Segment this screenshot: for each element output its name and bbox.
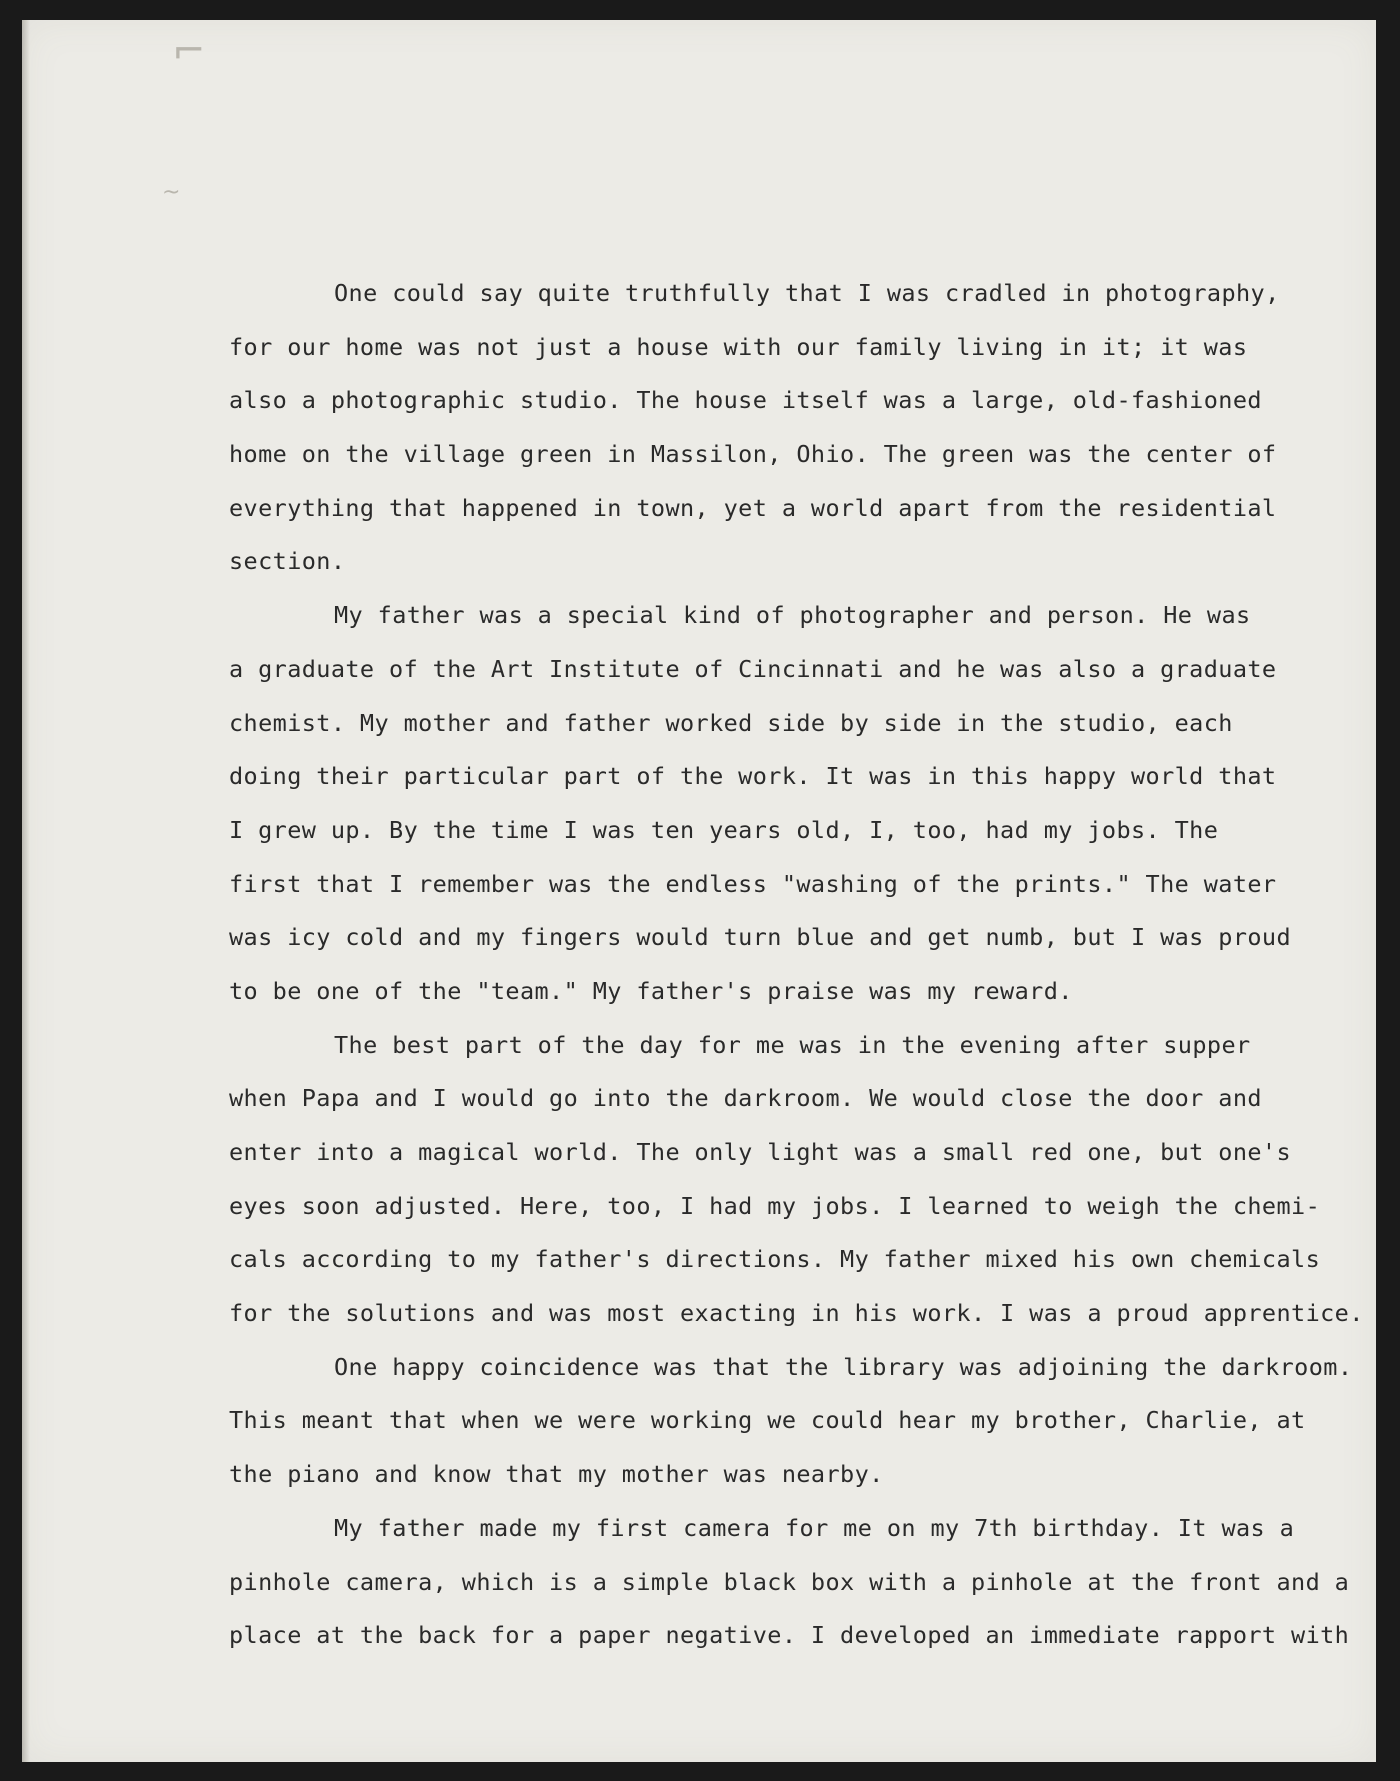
text-line: first that I remember was the endless "washing of the prints." The water [229,869,1277,898]
text-line: place at the back for a paper negative. I developed an immediate rapport with [229,1621,1350,1650]
text-line: The best part of the day for me was in the evening after supper [334,1030,1251,1059]
text-line: This meant that when we were working we could hear my brother, Charlie, at [229,1406,1306,1435]
text-line: I grew up. By the time I was ten years old, I, too, had my jobs. The [229,815,1219,844]
text-line: was icy cold and my fingers would turn blue and get numb, but I was proud [229,923,1292,952]
text-line: eyes soon adjusted. Here, too, I had my jobs. I learned to weigh the chemi- [229,1191,1321,1220]
text-line: everything that happened in town, yet a world apart from the residential [229,493,1277,522]
text-line: enter into a magical world. The only light was a small red one, but one's [229,1138,1292,1166]
text-line: section. [229,547,346,576]
text-line: the piano and know that my mother was nearby. [229,1460,884,1489]
text-line: also a photographic studio. The house itself was a large, old-fashioned [229,386,1262,415]
faint-pencil-mark-2: ~ [162,180,181,205]
text-line: My father made my first camera for me on my 7th birthday. It was a [334,1513,1295,1542]
text-line: One could say quite truthfully that I was cradled in photography, [334,279,1280,307]
text-line: One happy coincidence was that the library was adjoining the darkroom. [334,1352,1353,1381]
typed-text-body [229,278,1364,1674]
text-line: for the solutions and was most exacting in his work. I was a proud apprentice. [229,1299,1364,1328]
page-edge-shadow [22,20,30,1762]
text-line: when Papa and I would go into the darkroom. We would close the door and [229,1084,1262,1113]
text-line: doing their particular part of the work. It was in this happy world that [229,762,1277,791]
faint-pencil-mark: ⌐ [172,28,206,74]
text-line: My father was a special kind of photographer and person. He was [334,601,1251,630]
text-line: for our home was not just a house with our family living in it; it was [229,332,1248,361]
text-line: chemist. My mother and father worked side by side in the studio, each [229,708,1233,737]
text-line: pinhole camera, which is a simple black box with a pinhole at the front and a [229,1567,1350,1596]
document-page [22,20,1376,1762]
text-line: to be one of the "team." My father's praise was my reward. [229,976,1073,1005]
text-line: cals according to my father's directions. My father mixed his own chemicals [229,1245,1321,1274]
text-line: a graduate of the Art Institute of Cincinnati and he was also a graduate [229,654,1277,683]
text-line: home on the village green in Massilon, Ohio. The green was the center of [229,440,1277,469]
